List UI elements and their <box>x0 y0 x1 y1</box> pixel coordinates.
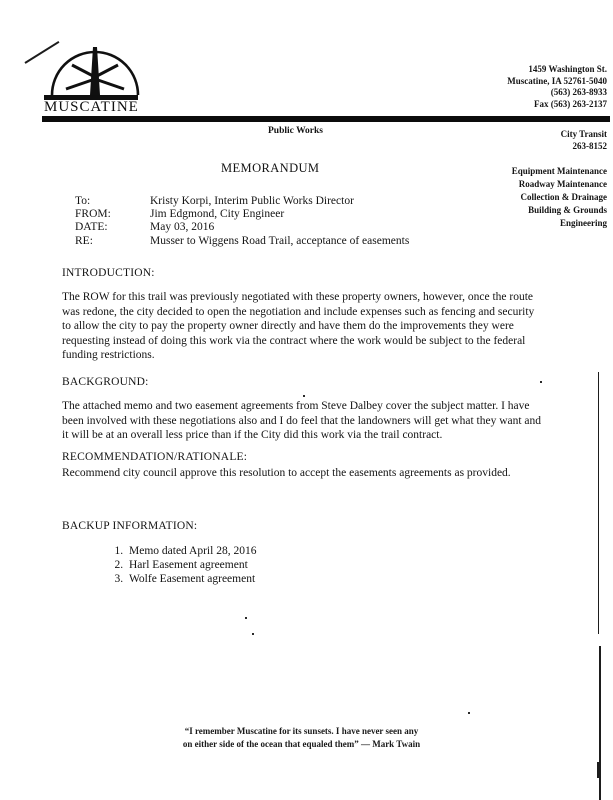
recommendation-paragraph: Recommend city council approve this resolution to accept the easements agreements as provided. <box>62 467 511 479</box>
memo-fields <box>75 195 409 248</box>
backup-items-list <box>112 545 256 586</box>
field-value: May 03, 2016 <box>150 221 215 234</box>
field-label: FROM: <box>75 208 111 221</box>
backup-item: 2. Harl Easement agreement <box>126 559 256 573</box>
city-transit-label: City Transit <box>560 129 607 139</box>
background-heading: BACKGROUND: <box>62 376 149 388</box>
division-item: Building & Grounds <box>528 205 607 215</box>
address-line: 1459 Washington St. <box>528 64 607 74</box>
field-label: To: <box>75 195 91 207</box>
scan-speck <box>303 395 305 397</box>
department-label: Public Works <box>268 126 323 136</box>
divisions-list <box>512 165 607 230</box>
division-item: Roadway Maintenance <box>518 179 607 189</box>
introduction-heading: INTRODUCTION: <box>62 267 155 279</box>
memo-title: MEMORANDUM <box>221 161 320 175</box>
scan-speck <box>540 381 542 383</box>
recommendation-heading: RECOMMENDATION/RATIONALE: <box>62 451 248 463</box>
fax-number: Fax (563) 263-2137 <box>534 98 607 109</box>
scan-speck <box>252 633 254 635</box>
backup-item: 3. Wolfe Easement agreement <box>126 573 256 587</box>
field-row-from <box>75 208 409 221</box>
scan-artifact-line <box>598 372 599 634</box>
sunburst-emblem-icon <box>50 44 140 97</box>
background-paragraph: The attached memo and two easement agreements from Steve Dalbey cover the subject matter. I have been involved with these negotiations also and I do feel that the landowners will get what they want and it will be at an overall less price than if the City did this work via the trail contract. <box>62 400 542 442</box>
division-item: Equipment Maintenance <box>511 166 607 176</box>
division-item: Engineering <box>559 218 607 228</box>
scan-artifact-blob <box>597 762 600 778</box>
scan-speck <box>245 617 247 619</box>
header-rule <box>42 116 610 122</box>
field-value: Musser to Wiggens Road Trail, acceptance of easements <box>150 234 410 247</box>
introduction-paragraph: The ROW for this trail was previously negotiated with these property owners, however, once the route was redone, the city decided to open the negotiation and include expenses such as fencing and security to allow the city to pay the property owner directly and have them do the improvements they were requesting instead of doing this work via the contract where the work would be subject to the federal funding restrictions. <box>62 291 535 362</box>
backup-item: 1. Memo dated April 28, 2016 <box>126 545 256 559</box>
field-label: DATE: <box>75 221 108 234</box>
field-value: Jim Edgmond, City Engineer <box>150 208 285 221</box>
city-transit-block <box>561 128 607 152</box>
logo-wordmark: MUSCATINE <box>44 99 139 115</box>
footer-quote <box>0 725 603 751</box>
field-value: Kristy Korpi, Interim Public Works Director <box>150 195 354 207</box>
city-transit-phone: 263-8152 <box>572 141 607 151</box>
field-row-re <box>75 235 409 248</box>
scan-speck <box>468 712 470 714</box>
division-item: Collection & Drainage <box>520 192 607 202</box>
backup-information-heading: BACKUP INFORMATION: <box>62 520 198 532</box>
contact-block <box>507 64 607 110</box>
field-label: RE: <box>75 234 93 247</box>
phone-number: (563) 263-8933 <box>550 87 607 97</box>
field-row-date <box>75 221 409 234</box>
quote-line: “I remember Muscatine for its sunsets. I have never seen any <box>184 726 419 736</box>
quote-line: on either side of the ocean that equaled them” — Mark Twain <box>182 739 421 749</box>
field-row-to <box>75 195 409 208</box>
address-line: Muscatine, IA 52761-5040 <box>507 75 607 86</box>
